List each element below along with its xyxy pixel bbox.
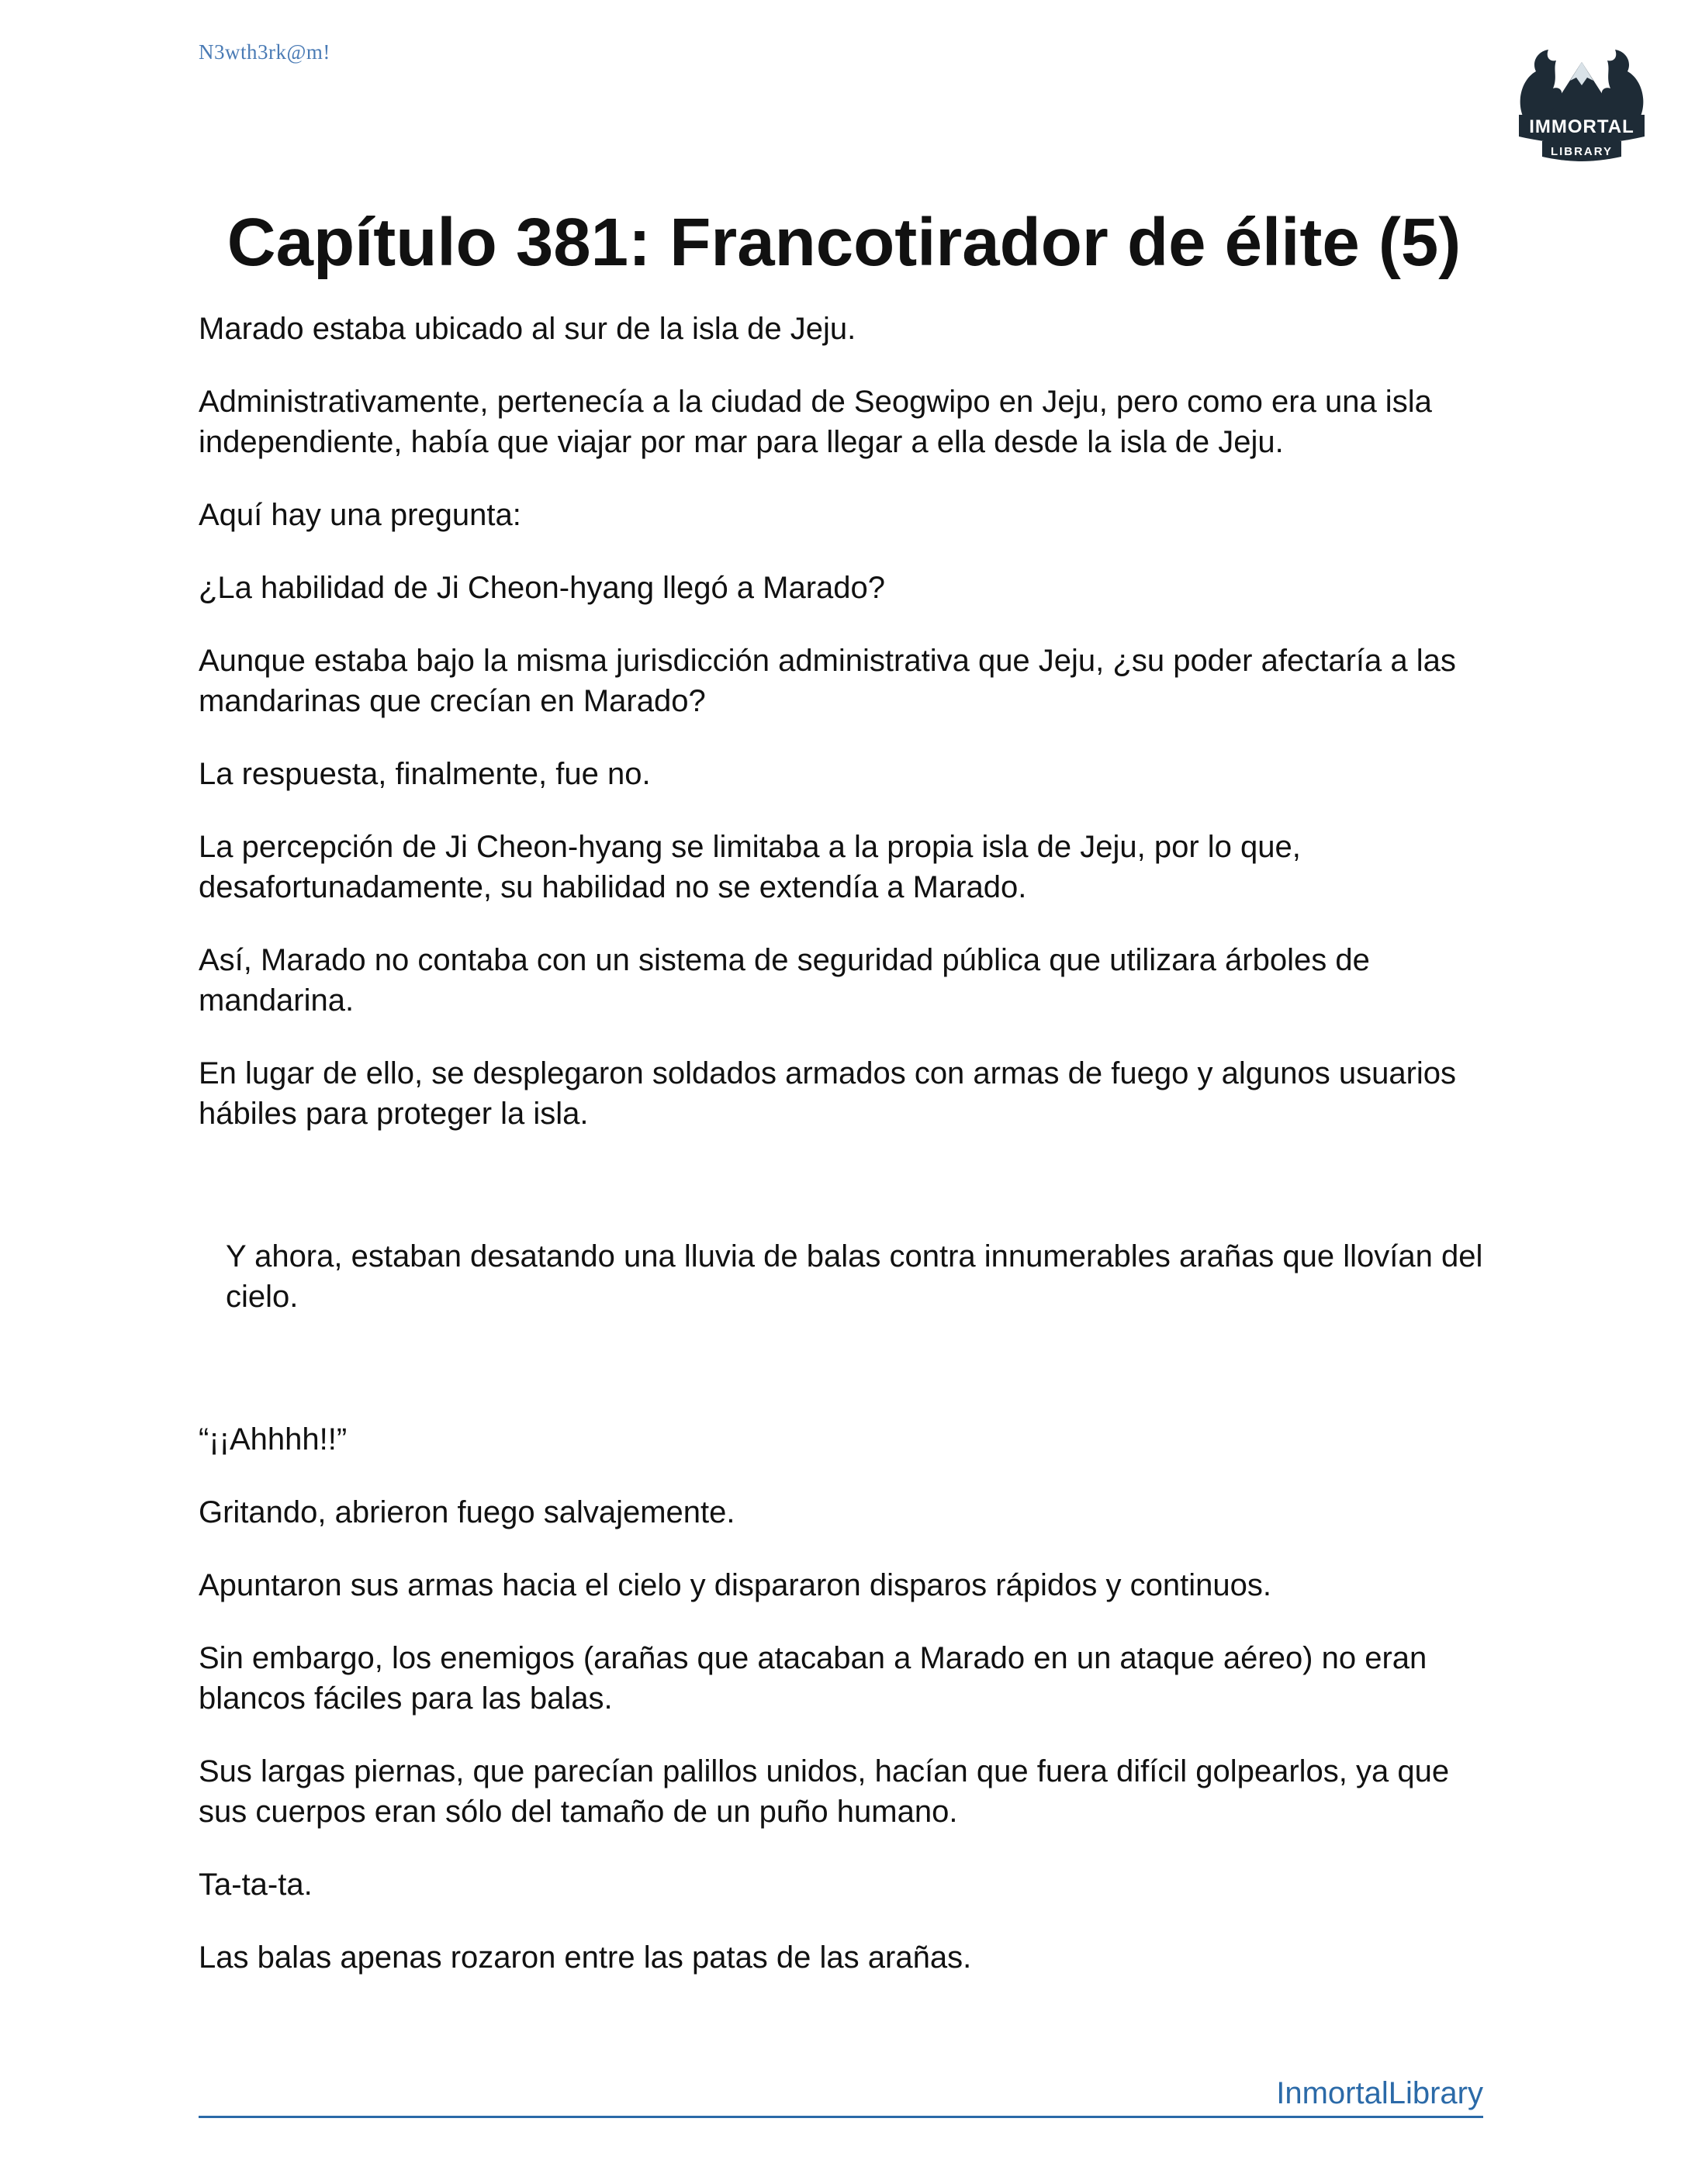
chapter-body — [199, 309, 1502, 2010]
logo-line1: IMMORTAL — [1529, 116, 1634, 137]
paragraph: Administrativamente, pertenecía a la ciudad de Seogwipo en Jeju, pero como era una isla independiente, había que viajar por mar para llegar a ella desde la isla de Jeju. — [199, 385, 1432, 459]
paragraph: Sin embargo, los enemigos (arañas que atacaban a Marado en un ataque aéreo) no eran blancos fáciles para las balas. — [199, 1641, 1427, 1716]
paragraph: La respuesta, finalmente, fue no. — [199, 757, 651, 791]
paragraph: Sus largas piernas, que parecían palillos unidos, hacían que fuera difícil golpearlos, ya que sus cuerpos eran sólo del tamaño de un puño humano. — [199, 1754, 1450, 1829]
paragraph: Gritando, abrieron fuego salvajemente. — [199, 1495, 735, 1529]
paragraph: Las balas apenas rozaron entre las patas de las arañas. — [199, 1940, 972, 1975]
paragraph: “¡¡Ahhhh!!” — [199, 1422, 348, 1457]
paragraph: Ta-ta-ta. — [199, 1868, 313, 1902]
paragraph: En lugar de ello, se desplegaron soldados armados con armas de fuego y algunos usuarios hábiles para proteger la isla. — [199, 1056, 1457, 1131]
paragraph: Así, Marado no contaba con un sistema de seguridad pública que utilizara árboles de mandarina. — [199, 943, 1370, 1018]
paragraph-indented: Y ahora, estaban desatando una lluvia de balas contra innumerables arañas que llovían del cielo. — [226, 1239, 1483, 1314]
immortal-library-logo — [1508, 31, 1655, 168]
paragraph: Aquí hay una pregunta: — [199, 498, 521, 532]
footer-library-link[interactable]: InmortalLibrary — [199, 2071, 1483, 2118]
paragraph: Marado estaba ubicado al sur de la isla de Jeju. — [199, 312, 856, 346]
paragraph: La percepción de Ji Cheon-hyang se limitaba a la propia isla de Jeju, por lo que, desafortunadamente, su habilidad no se extendía a Marado. — [199, 830, 1301, 904]
chapter-title: Capítulo 381: Francotirador de élite (5) — [227, 205, 1461, 280]
paragraph: ¿La habilidad de Ji Cheon-hyang llegó a Marado? — [199, 571, 886, 605]
logo-line2: LIBRARY — [1550, 145, 1614, 158]
watermark-text: N3wth3rk@m! — [199, 40, 330, 64]
paragraph: Aunque estaba bajo la misma jurisdicción administrativa que Jeju, ¿su poder afectaría a las mandarinas que crecían en Marado? — [199, 644, 1456, 718]
paragraph: Apuntaron sus armas hacia el cielo y dispararon disparos rápidos y continuos. — [199, 1568, 1271, 1602]
